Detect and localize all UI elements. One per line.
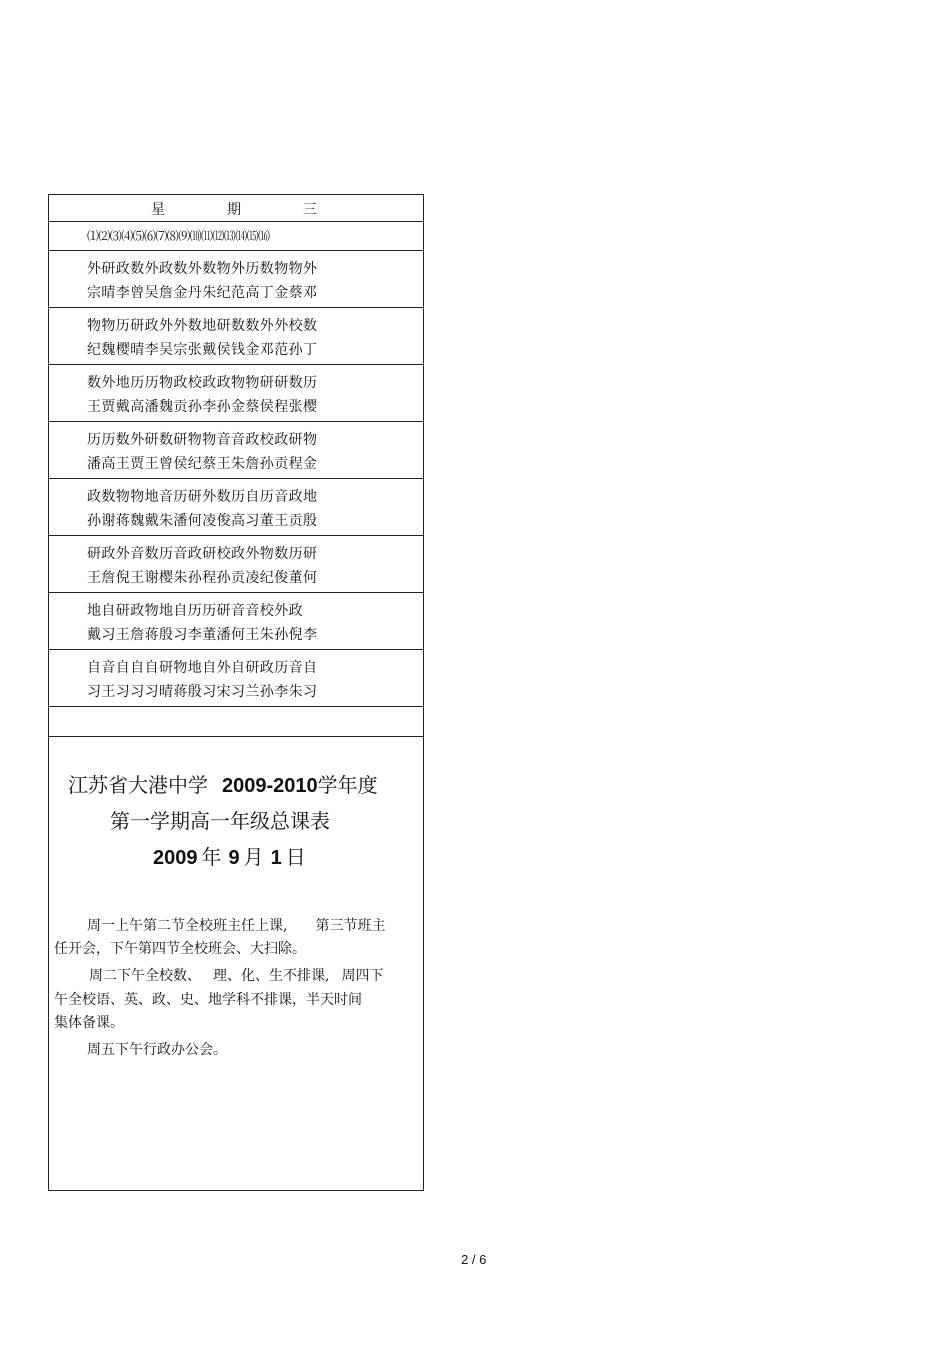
date-day-unit: 日 — [285, 845, 306, 869]
note-text: 周一上午第二节全校班主任上课, — [87, 918, 288, 934]
period-subjects: 研政外音数历音政研校政外物数历研 — [87, 546, 318, 562]
note-text: 周二下午全校数、 — [89, 968, 201, 984]
period-row-7 — [49, 593, 423, 650]
note-3: 周五下午行政办公会。 — [87, 1042, 227, 1058]
school-year-suffix: 学年度 — [317, 773, 378, 797]
note-1-line-2: 任开会，下午第四节全校班会、大扫除。 — [54, 941, 306, 957]
period-subjects: 历历数外研数研物物音音政校政研物 — [87, 432, 318, 448]
day-header-char: 星 — [151, 202, 165, 218]
note-2-line-2: 午全校语、英、政、史、地学科不排课，半天时间 — [54, 992, 362, 1008]
schedule-sheet — [48, 194, 424, 1191]
period-teachers: 纪魏樱晴李吴宗张戴侯钱金邓范孙丁 — [87, 342, 318, 358]
title-line-2: 第一学期高一年级总课表 — [110, 809, 330, 833]
class-numbers: ⑴⑵⑶⑷⑸⑹⑺⑻⑼⑽⑾⑿⒀⒁⒂⒃ — [87, 229, 270, 243]
note-text: 第三节班主 — [315, 918, 386, 934]
school-years: 2009-2010 — [222, 775, 318, 797]
period-subjects: 地自研政物地自历历研音音校外政 — [87, 603, 303, 619]
date-day: 1 — [270, 847, 282, 869]
period-teachers: 习王习习习晴蒋殷习宋习兰孙李朱习 — [87, 684, 318, 700]
note-2-line-1 — [89, 965, 383, 985]
period-teachers: 戴习王詹蒋殷习李董潘何王朱孙倪李 — [87, 627, 318, 643]
schedule-info — [49, 737, 423, 1190]
date-year: 2009 — [153, 847, 198, 869]
date-year-unit: 年 — [201, 845, 222, 869]
class-numbers-row — [49, 222, 423, 251]
period-row-3 — [49, 365, 423, 422]
period-row-5 — [49, 479, 423, 536]
period-row-8 — [49, 650, 423, 707]
note-1-line-1 — [87, 915, 385, 935]
note-2-line-3: 集体备课。 — [54, 1015, 124, 1031]
empty-row — [49, 710, 423, 737]
period-row-4 — [49, 422, 423, 479]
period-teachers: 潘高王贾王曾侯纪蔡王朱詹孙贡程金 — [87, 456, 318, 472]
page-number: 2 / 6 — [461, 1252, 487, 1267]
period-subjects: 数外地历历物政校政政物物研研数历 — [87, 375, 318, 391]
period-subjects: 政数物物地音历研外数历自历音政地 — [87, 489, 318, 505]
period-subjects: 物物历研政外外数地研数数外外校数 — [87, 318, 318, 334]
note-text: 周四下 — [341, 968, 384, 984]
period-row-2 — [49, 308, 423, 365]
period-teachers: 王贾戴高潘魏贡孙李孙金蔡侯程张樱 — [87, 399, 318, 415]
day-header-char: 三 — [303, 202, 317, 218]
day-header-row — [49, 195, 423, 222]
date-month: 9 — [228, 847, 240, 869]
day-header-char: 期 — [227, 202, 241, 218]
note-text: 理、化、生不排课, — [213, 968, 330, 984]
period-subjects: 外研政数外政数外数物外历数物物外 — [87, 261, 318, 277]
title-line-1 — [68, 769, 378, 798]
period-teachers: 宗晴李曾吴詹金丹朱纪范高丁金蔡邓 — [87, 285, 318, 301]
period-teachers: 孙谢蒋魏戴朱潘何凌俊高习董王贡殷 — [87, 513, 318, 529]
school-name: 江苏省大港中学 — [68, 773, 208, 797]
period-row-1 — [49, 251, 423, 308]
period-row-6 — [49, 536, 423, 593]
period-subjects: 自音自自自研物地自外自研政历音自 — [87, 660, 318, 676]
period-teachers: 王詹倪王谢樱朱孙程孙贡凌纪俊董何 — [87, 570, 318, 586]
title-date — [153, 841, 306, 870]
date-month-unit: 月 — [243, 845, 264, 869]
